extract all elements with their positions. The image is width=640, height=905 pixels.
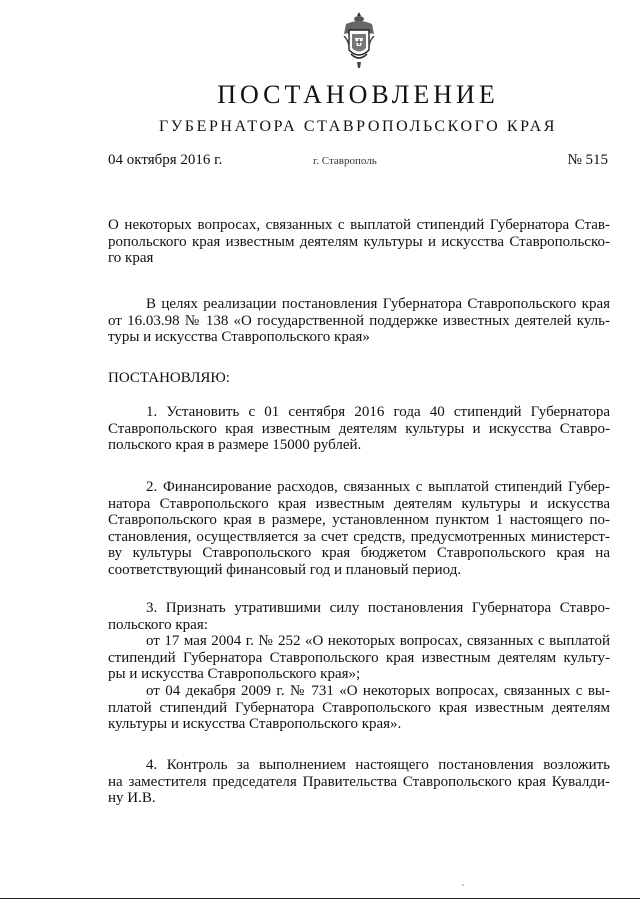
item-line: становления, осуществляется за счет средств, предусмотренных министерст- [108, 528, 610, 545]
item-4 [108, 757, 610, 807]
item-1 [108, 404, 610, 454]
item-line: Ставропольского края известным деятелям культуры и искусства Ставро- [108, 420, 610, 437]
item-line: от 04 декабря 2009 г. № 731 «О некоторых вопросах, связанных с вы- [146, 682, 610, 699]
document-date: 04 октября 2016 г. [108, 152, 223, 168]
item-3 [108, 600, 610, 733]
document-number: № 515 [567, 152, 608, 168]
scan-speck [462, 884, 464, 886]
document-subject [108, 217, 610, 267]
item-line: ры и искусства Ставропольского края»; [108, 666, 361, 683]
preamble-paragraph [108, 296, 610, 346]
resolve-heading [108, 370, 610, 387]
item-line: соответствующий финансовый год и плановый период. [108, 561, 462, 578]
document-title: ПОСТАНОВЛЕНИЕ [217, 80, 499, 109]
item-line: польского края в размере 15000 рублей. [108, 437, 362, 454]
document-city: г. Ставрополь [313, 155, 377, 167]
item-line: стипендий Губернатора Ставропольского края известным деятелям культу- [108, 649, 610, 666]
item-line: Ставропольского края в размере, установленном пунктом 1 настоящего по- [108, 512, 610, 529]
subject-line: го края [108, 250, 154, 267]
item-line: 4. Контроль за выполнением настоящего постановления возложить [146, 757, 610, 773]
subject-line: О некоторых вопросах, связанных с выплатой стипендий Губернатора Став- [108, 217, 610, 233]
scan-edge-line [0, 898, 640, 899]
item-line: на заместителя председателя Правительства Ставропольского края Кувалди- [108, 773, 610, 790]
item-line: 1. Установить с 01 сентября 2016 года 40 стипендий Губернатора [146, 404, 610, 420]
item-line: 2. Финансирование расходов, связанных с выплатой стипендий Губер- [146, 479, 610, 495]
resolve-word: ПОСТАНОВЛЯЮ: [108, 370, 230, 386]
item-line: от 17 мая 2004 г. № 252 «О некоторых вопросах, связанных с выплатой [146, 633, 610, 650]
coat-of-arms-icon [340, 10, 378, 70]
subject-line: ропольского края известным деятелям культуры и искусства Ставропольско- [108, 233, 610, 250]
preamble-line: В целях реализации постановления Губернатора Ставропольского края [146, 296, 610, 312]
preamble-line: туры и искусства Ставропольского края» [108, 329, 370, 346]
preamble-line: от 16.03.98 № 138 «О государственной поддержке известных деятелей куль- [108, 312, 610, 329]
item-line: ну И.В. [108, 790, 156, 807]
item-line: польского края: [108, 616, 208, 633]
item-line: натора Ставропольского края известным деятелям культуры и искусства [108, 495, 610, 512]
item-line: 3. Признать утратившими силу постановления Губернатора Ставро- [146, 600, 610, 616]
item-2 [108, 479, 610, 579]
item-line: культуры и искусства Ставропольского края». [108, 716, 402, 733]
item-line: платой стипендий Губернатора Ставропольского края известным деятелям [108, 699, 610, 716]
item-line: ву культуры Ставропольского края бюджетом Ставропольского края на [108, 545, 610, 562]
issuer-subtitle: ГУБЕРНАТОРА СТАВРОПОЛЬСКОГО КРАЯ [159, 118, 557, 135]
